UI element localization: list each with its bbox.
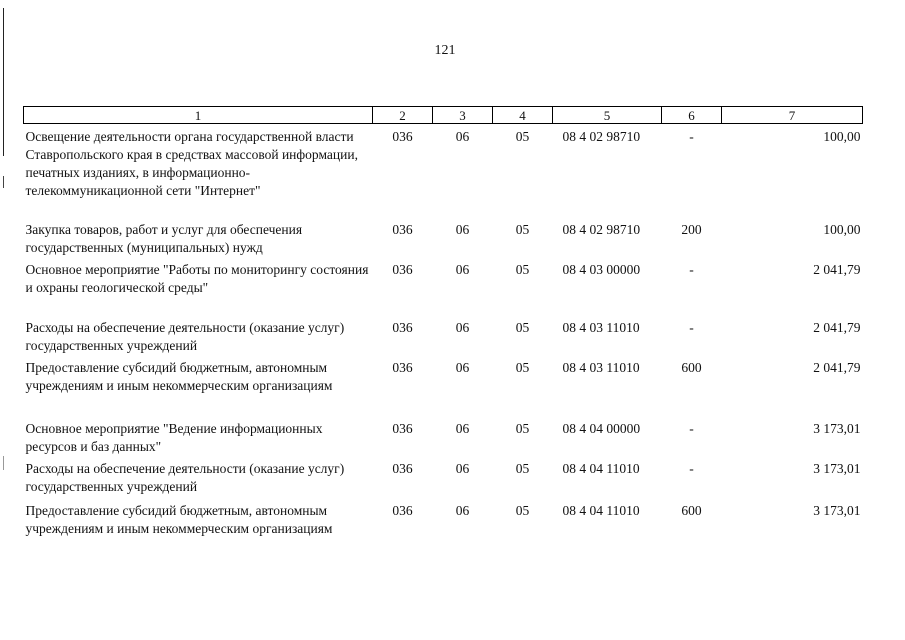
table-row: [24, 460, 863, 502]
table-row: [24, 221, 863, 261]
row-section: 06: [455, 261, 470, 277]
row-ministry: 036: [392, 502, 413, 518]
row-name: Закупка товаров, работ и услуг для обеспечения государственных (муниципальных) нужд: [25, 221, 303, 255]
row-amount: 100,00: [823, 221, 861, 237]
table-header-row: [24, 107, 863, 124]
table-row: [24, 124, 863, 221]
row-ministry: 036: [392, 221, 413, 237]
row-amount: 100,00: [823, 129, 861, 144]
row-target-article: 08 4 02 98710: [562, 221, 641, 237]
row-subsection: 05: [515, 221, 530, 237]
row-expense-type: -: [689, 460, 694, 476]
row-amount: 3 173,01: [813, 460, 861, 476]
row-subsection: 05: [515, 261, 530, 277]
row-ministry: 036: [392, 129, 413, 144]
column-header-amount: 7: [722, 107, 863, 124]
table-row: [24, 420, 863, 460]
row-name: Предоставление субсидий бюджетным, автономным учреждениям и иным некоммерческим организациям: [25, 359, 333, 393]
row-target-article: 08 4 03 00000: [562, 261, 641, 277]
row-subsection: 05: [515, 359, 530, 375]
column-header-target-article: 5: [553, 107, 662, 124]
row-subsection: 05: [515, 502, 530, 518]
column-header-name: 1: [24, 107, 373, 124]
row-expense-type: -: [689, 420, 694, 436]
table-row: [24, 319, 863, 359]
row-name: Основное мероприятие "Ведение информационных ресурсов и баз данных": [25, 420, 323, 454]
row-section: 06: [455, 502, 470, 518]
column-header-section: 3: [433, 107, 493, 124]
row-ministry: 036: [392, 261, 413, 277]
scan-margin-line: [3, 8, 4, 156]
row-expense-type: 600: [681, 502, 702, 518]
row-name: Освещение деятельности органа государственной власти Ставропольского края в средствах массовой информации, печатных изданиях, в информационно-телекоммуникационной сети "Интернет": [25, 129, 358, 198]
row-expense-type: 200: [681, 221, 702, 237]
row-target-article: 08 4 03 11010: [562, 319, 640, 335]
row-name: Предоставление субсидий бюджетным, автономным учреждениям и иным некоммерческим организациям: [25, 502, 333, 536]
column-header-subsection: 4: [493, 107, 553, 124]
row-section: 06: [455, 221, 470, 237]
row-subsection: 05: [515, 420, 530, 436]
row-target-article: 08 4 04 11010: [562, 460, 640, 476]
row-subsection: 05: [515, 460, 530, 476]
row-target-article: 08 4 04 11010: [562, 502, 640, 518]
row-amount: 2 041,79: [813, 359, 861, 375]
row-name: Расходы на обеспечение деятельности (оказание услуг) государственных учреждений: [25, 319, 345, 353]
row-section: 06: [455, 420, 470, 436]
row-target-article: 08 4 02 98710: [562, 129, 641, 144]
row-section: 06: [455, 359, 470, 375]
row-target-article: 08 4 04 00000: [562, 420, 641, 436]
row-amount: 3 173,01: [813, 420, 861, 436]
table-row: [24, 502, 863, 542]
row-expense-type: 600: [681, 359, 702, 375]
row-expense-type: -: [689, 261, 694, 277]
row-section: 06: [455, 319, 470, 335]
row-section: 06: [455, 129, 470, 144]
row-amount: 2 041,79: [813, 319, 861, 335]
row-amount: 2 041,79: [813, 261, 861, 277]
budget-table: [23, 106, 863, 542]
row-expense-type: -: [689, 319, 694, 335]
row-ministry: 036: [392, 420, 413, 436]
column-header-ministry: 2: [373, 107, 433, 124]
page-number: 121: [434, 43, 456, 58]
row-name: Основное мероприятие "Работы по мониторингу состояния и охраны геологической среды": [25, 261, 369, 295]
row-ministry: 036: [392, 319, 413, 335]
row-ministry: 036: [392, 460, 413, 476]
table-row: [24, 359, 863, 420]
scan-margin-mark: [3, 456, 4, 470]
table-row: [24, 261, 863, 319]
row-amount: 3 173,01: [813, 502, 861, 518]
row-name: Расходы на обеспечение деятельности (оказание услуг) государственных учреждений: [25, 460, 345, 494]
row-subsection: 05: [515, 129, 530, 144]
row-section: 06: [455, 460, 470, 476]
row-subsection: 05: [515, 319, 530, 335]
row-target-article: 08 4 03 11010: [562, 359, 640, 375]
scan-margin-mark: [3, 176, 4, 188]
row-expense-type: -: [689, 129, 694, 144]
column-header-expense-type: 6: [662, 107, 722, 124]
row-ministry: 036: [392, 359, 413, 375]
